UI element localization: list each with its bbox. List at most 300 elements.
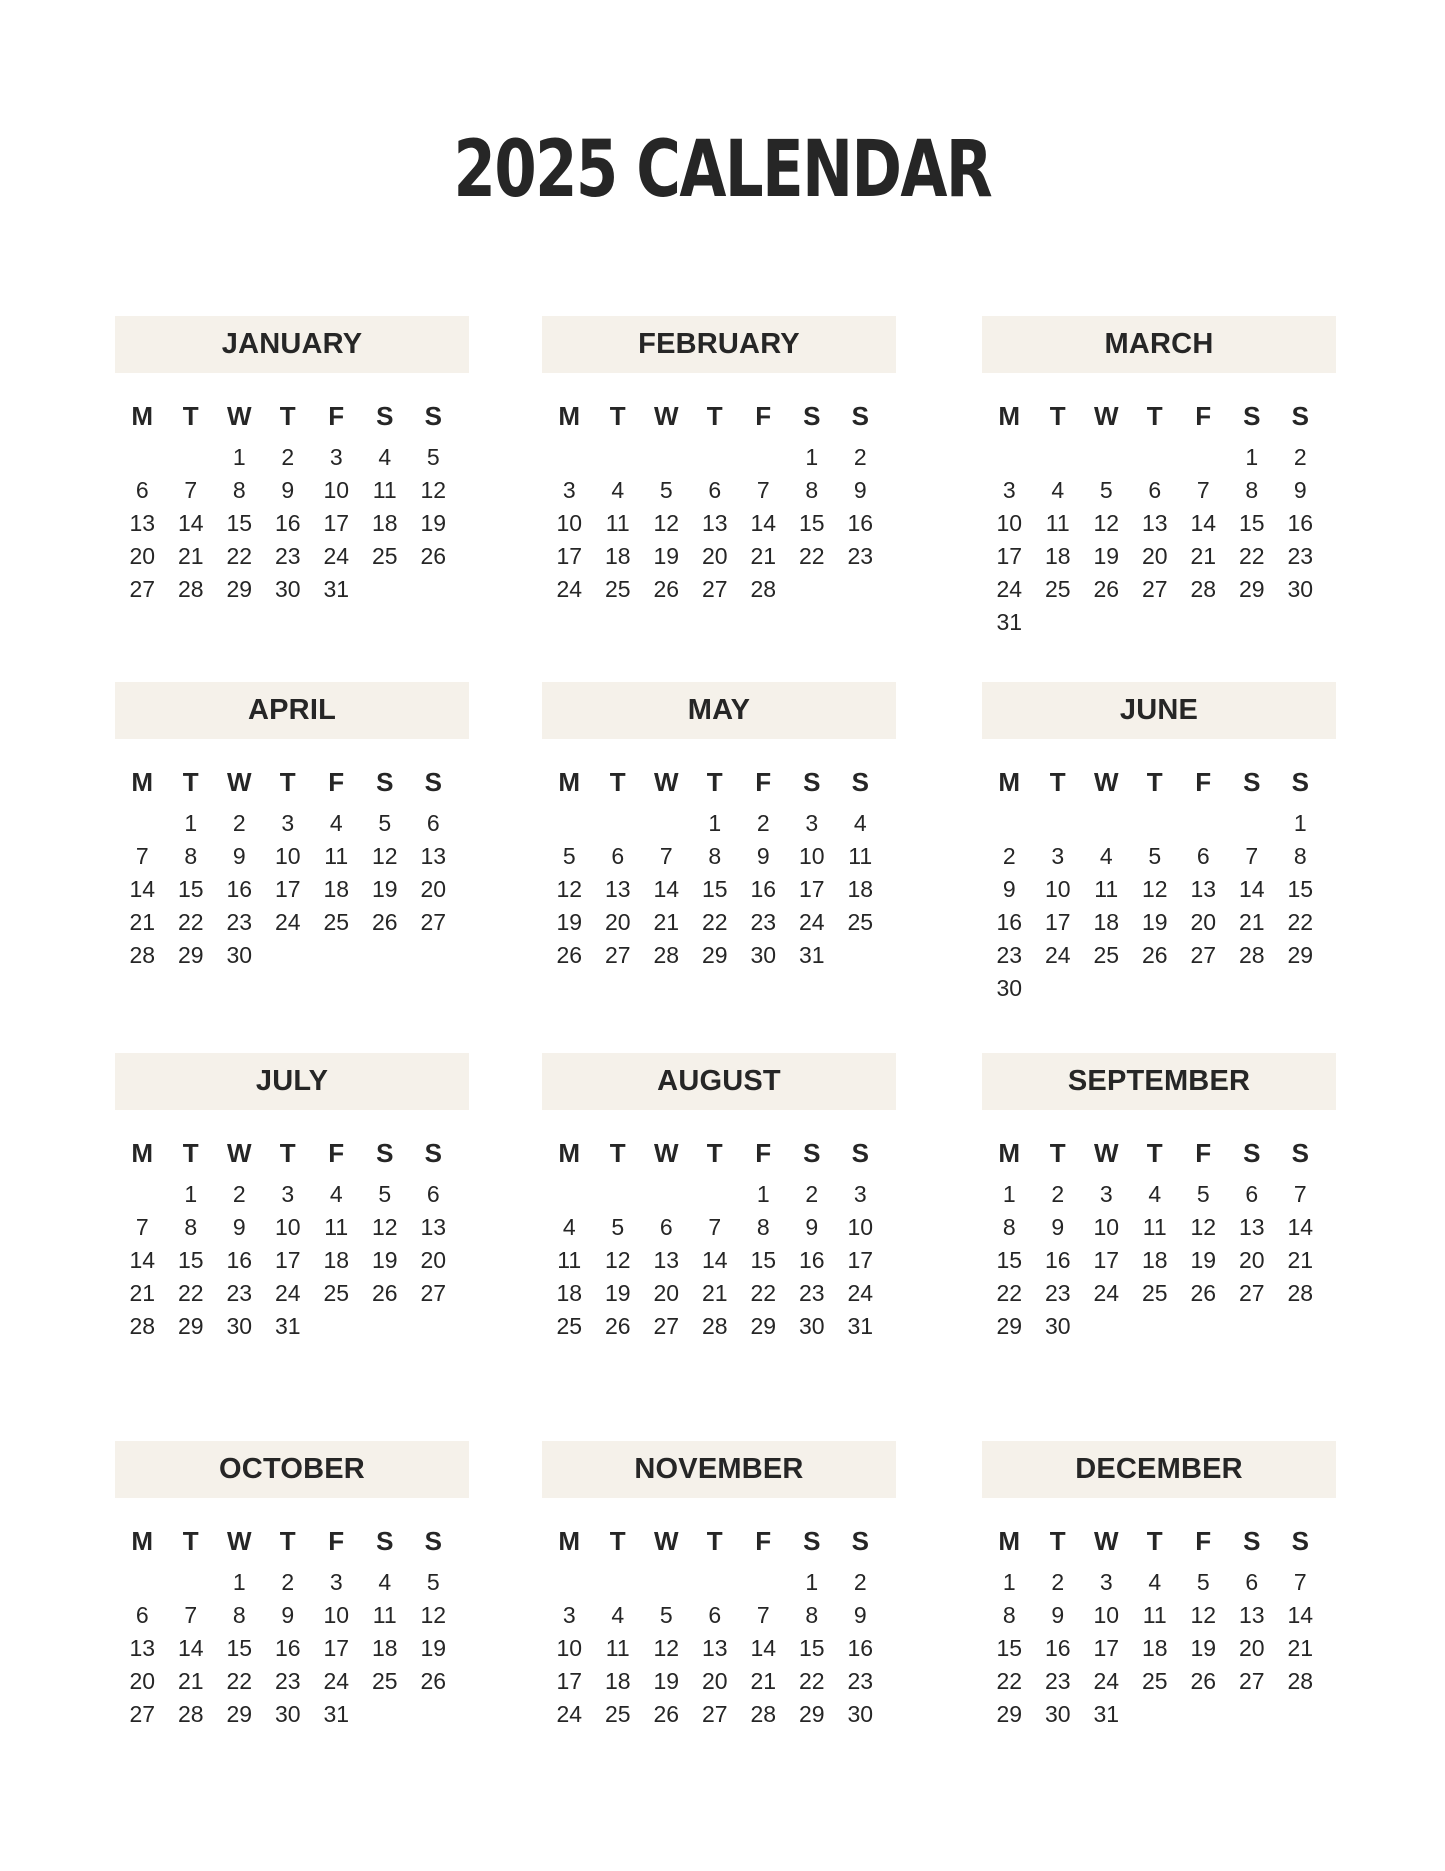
month-june <box>982 682 1336 1005</box>
day-cell: 6 <box>1196 843 1210 869</box>
weekday-label: S <box>424 767 442 797</box>
day-cell: 19 <box>371 876 398 902</box>
day-cell: 9 <box>853 477 867 503</box>
day-cell: 16 <box>1044 1247 1071 1273</box>
weekday-label: F <box>1195 401 1212 431</box>
day-cell: 16 <box>226 876 253 902</box>
weekday-label: F <box>328 401 345 431</box>
day-cell: 3 <box>281 810 295 836</box>
weekday-label: F <box>755 1526 772 1556</box>
day-cell: 5 <box>426 1569 440 1595</box>
day-cell: 5 <box>1148 843 1162 869</box>
weekday-label: W <box>1093 1138 1119 1168</box>
day-cell: 24 <box>1093 1668 1120 1694</box>
day-cell: 10 <box>1093 1214 1120 1240</box>
day-cell: 27 <box>420 909 447 935</box>
day-cell: 12 <box>420 477 447 503</box>
week-row <box>545 573 896 606</box>
weekday-label: F <box>755 1138 772 1168</box>
day-cell: 17 <box>323 510 350 536</box>
weekday-label: T <box>706 1138 723 1168</box>
day-cell: 5 <box>1196 1569 1210 1595</box>
day-cell: 31 <box>323 1701 350 1727</box>
weekday-label: T <box>279 767 296 797</box>
day-cell: 26 <box>420 1668 447 1694</box>
weekday-label: S <box>1291 767 1309 797</box>
day-cell: 5 <box>659 1602 673 1628</box>
day-cell: 25 <box>556 1313 583 1339</box>
day-cell: 19 <box>556 909 583 935</box>
day-cell: 28 <box>750 1701 777 1727</box>
day-cell: 19 <box>1190 1635 1217 1661</box>
day-cell: 23 <box>274 543 301 569</box>
weekday-row <box>985 757 1336 807</box>
day-cell: 12 <box>420 1602 447 1628</box>
week-row <box>985 1599 1336 1632</box>
week-row <box>985 1310 1336 1343</box>
weekday-label: F <box>328 1526 345 1556</box>
month-header: JULY <box>115 1053 469 1110</box>
day-cell: 5 <box>378 1181 392 1207</box>
week-row <box>545 939 896 972</box>
day-cell: 17 <box>323 1635 350 1661</box>
weekday-row <box>985 1516 1336 1566</box>
day-cell: 21 <box>129 909 156 935</box>
week-row <box>545 1211 896 1244</box>
month-header: NOVEMBER <box>542 1441 896 1498</box>
day-cell: 26 <box>604 1313 631 1339</box>
day-cell: 13 <box>1190 876 1217 902</box>
day-cell: 2 <box>805 1181 819 1207</box>
day-cell: 19 <box>420 1635 447 1661</box>
day-cell: 28 <box>129 1313 156 1339</box>
weekday-label: T <box>706 1526 723 1556</box>
day-cell: 6 <box>659 1214 673 1240</box>
day-cell: 18 <box>371 510 398 536</box>
day-cell: 19 <box>1141 909 1168 935</box>
day-cell: 13 <box>129 510 156 536</box>
day-cell: 8 <box>756 1214 770 1240</box>
day-cell: 30 <box>798 1313 825 1339</box>
week-row <box>985 1665 1336 1698</box>
day-cell: 22 <box>177 1280 204 1306</box>
day-cell: 29 <box>177 1313 204 1339</box>
weekday-label: T <box>279 1138 296 1168</box>
week-row <box>985 441 1336 474</box>
day-cell: 23 <box>1287 543 1314 569</box>
day-cell: 28 <box>653 942 680 968</box>
weekday-label: M <box>131 1138 154 1168</box>
day-cell: 10 <box>996 510 1023 536</box>
week-row <box>545 1632 896 1665</box>
weekday-label: F <box>755 401 772 431</box>
day-cell: 11 <box>848 843 873 869</box>
day-cell: 8 <box>708 843 722 869</box>
month-header: SEPTEMBER <box>982 1053 1336 1110</box>
weekday-label: T <box>182 1138 199 1168</box>
day-cell: 7 <box>184 1602 198 1628</box>
day-cell: 3 <box>1099 1569 1113 1595</box>
weekday-label: S <box>424 1138 442 1168</box>
day-cell: 10 <box>274 1214 301 1240</box>
month-header: JANUARY <box>115 316 469 373</box>
weekday-label: T <box>182 1526 199 1556</box>
weekday-label: S <box>424 401 442 431</box>
day-cell: 5 <box>611 1214 625 1240</box>
day-cell: 14 <box>129 1247 156 1273</box>
week-row <box>118 573 469 606</box>
empty-day-cell <box>691 441 740 474</box>
day-cell: 26 <box>653 1701 680 1727</box>
weekday-label: M <box>131 401 154 431</box>
day-cell: 19 <box>371 1247 398 1273</box>
day-cell: 20 <box>701 1668 728 1694</box>
day-cell: 1 <box>1245 444 1259 470</box>
day-cell: 13 <box>1238 1602 1265 1628</box>
day-cell: 31 <box>323 576 350 602</box>
week-row <box>118 1277 469 1310</box>
month-february <box>542 316 896 606</box>
day-cell: 31 <box>274 1313 301 1339</box>
day-cell: 11 <box>605 510 630 536</box>
weekday-label: T <box>1146 1526 1163 1556</box>
day-cell: 17 <box>556 1668 583 1694</box>
day-cell: 21 <box>653 909 680 935</box>
week-row <box>545 1277 896 1310</box>
day-cell: 5 <box>426 444 440 470</box>
day-cell: 15 <box>996 1247 1023 1273</box>
day-cell: 22 <box>701 909 728 935</box>
week-row <box>118 807 469 840</box>
empty-day-cell <box>167 441 216 474</box>
day-cell: 28 <box>129 942 156 968</box>
empty-day-cell <box>985 807 1034 840</box>
weekday-label: T <box>609 1526 626 1556</box>
week-row <box>118 441 469 474</box>
day-cell: 15 <box>1238 510 1265 536</box>
weekday-row <box>545 1128 896 1178</box>
week-row <box>118 1665 469 1698</box>
weekday-label: S <box>376 1138 394 1168</box>
day-cell: 27 <box>701 576 728 602</box>
empty-day-cell <box>739 441 788 474</box>
day-cell: 14 <box>750 510 777 536</box>
day-cell: 2 <box>1051 1181 1065 1207</box>
day-cell: 26 <box>420 543 447 569</box>
day-cell: 6 <box>135 477 149 503</box>
day-cell: 27 <box>129 576 156 602</box>
empty-day-cell <box>118 1178 167 1211</box>
day-cell: 14 <box>1238 876 1265 902</box>
empty-day-cell <box>1082 807 1131 840</box>
day-cell: 24 <box>798 909 825 935</box>
day-cell: 7 <box>708 1214 722 1240</box>
day-cell: 29 <box>226 576 253 602</box>
weekday-row <box>545 757 896 807</box>
page-title: 2025 CALENDAR <box>453 125 992 215</box>
day-cell: 6 <box>426 810 440 836</box>
day-cell: 13 <box>1238 1214 1265 1240</box>
weekday-label: M <box>998 1526 1021 1556</box>
day-cell: 22 <box>798 543 825 569</box>
day-cell: 9 <box>232 1214 246 1240</box>
month-header: JUNE <box>982 682 1336 739</box>
day-cell: 16 <box>274 1635 301 1661</box>
day-cell: 7 <box>756 1602 770 1628</box>
day-cell: 20 <box>1238 1247 1265 1273</box>
empty-day-cell <box>1179 807 1228 840</box>
weekday-label: S <box>376 767 394 797</box>
day-cell: 18 <box>323 1247 350 1273</box>
day-cell: 7 <box>135 843 149 869</box>
day-cell: 25 <box>323 1280 350 1306</box>
day-cell: 7 <box>659 843 673 869</box>
month-header: APRIL <box>115 682 469 739</box>
weekday-label: S <box>1243 401 1261 431</box>
weekday-label: M <box>558 767 581 797</box>
day-cell: 3 <box>281 1181 295 1207</box>
day-cell: 11 <box>372 477 397 503</box>
day-cell: 10 <box>323 477 350 503</box>
week-row <box>545 1599 896 1632</box>
week-row <box>545 1566 896 1599</box>
day-cell: 15 <box>226 1635 253 1661</box>
week-row <box>985 972 1336 1005</box>
day-cell: 11 <box>1142 1602 1167 1628</box>
day-cell: 2 <box>853 444 867 470</box>
day-cell: 31 <box>1093 1701 1120 1727</box>
weekday-label: S <box>424 1526 442 1556</box>
empty-day-cell <box>1082 441 1131 474</box>
weekday-label: S <box>1243 1526 1261 1556</box>
day-cell: 17 <box>274 1247 301 1273</box>
weekday-label: F <box>328 1138 345 1168</box>
day-cell: 11 <box>1142 1214 1167 1240</box>
weekday-label: W <box>226 401 252 431</box>
day-cell: 21 <box>750 1668 777 1694</box>
empty-day-cell <box>594 807 643 840</box>
weekday-row <box>545 391 896 441</box>
day-cell: 18 <box>323 876 350 902</box>
day-cell: 23 <box>996 942 1023 968</box>
day-cell: 5 <box>378 810 392 836</box>
day-cell: 18 <box>604 1668 631 1694</box>
day-cell: 8 <box>1002 1602 1016 1628</box>
day-cell: 25 <box>1141 1668 1168 1694</box>
day-cell: 29 <box>1238 576 1265 602</box>
day-cell: 8 <box>1293 843 1307 869</box>
month-header: DECEMBER <box>982 1441 1336 1498</box>
weekday-row <box>118 757 469 807</box>
day-cell: 23 <box>226 1280 253 1306</box>
day-cell: 25 <box>604 1701 631 1727</box>
week-row <box>985 507 1336 540</box>
week-row <box>985 1178 1336 1211</box>
day-cell: 29 <box>996 1313 1023 1339</box>
day-cell: 28 <box>1190 576 1217 602</box>
day-cell: 7 <box>1293 1569 1307 1595</box>
day-cell: 5 <box>1196 1181 1210 1207</box>
day-cell: 14 <box>1287 1602 1314 1628</box>
day-cell: 23 <box>847 543 874 569</box>
day-cell: 11 <box>372 1602 397 1628</box>
week-row <box>985 606 1336 639</box>
day-cell: 1 <box>1002 1569 1016 1595</box>
week-row <box>118 1632 469 1665</box>
weekday-label: T <box>1146 767 1163 797</box>
day-cell: 6 <box>135 1602 149 1628</box>
day-cell: 28 <box>177 1701 204 1727</box>
month-november <box>542 1441 896 1731</box>
day-cell: 18 <box>1093 909 1120 935</box>
weekday-label: T <box>1049 401 1066 431</box>
day-cell: 20 <box>653 1280 680 1306</box>
day-cell: 23 <box>798 1280 825 1306</box>
day-cell: 17 <box>996 543 1023 569</box>
day-cell: 23 <box>750 909 777 935</box>
weekday-label: S <box>1291 401 1309 431</box>
week-row <box>118 1599 469 1632</box>
day-cell: 1 <box>1293 810 1307 836</box>
empty-day-cell <box>642 1566 691 1599</box>
day-cell: 17 <box>847 1247 874 1273</box>
day-cell: 15 <box>798 1635 825 1661</box>
day-cell: 4 <box>1148 1181 1162 1207</box>
week-row <box>985 939 1336 972</box>
day-cell: 4 <box>329 810 343 836</box>
day-cell: 21 <box>1238 909 1265 935</box>
day-cell: 8 <box>805 1602 819 1628</box>
day-cell: 8 <box>232 477 246 503</box>
empty-day-cell <box>642 1178 691 1211</box>
weekday-label: F <box>1195 1138 1212 1168</box>
day-cell: 9 <box>756 843 770 869</box>
day-cell: 13 <box>701 1635 728 1661</box>
week-row <box>545 441 896 474</box>
day-cell: 2 <box>1051 1569 1065 1595</box>
day-cell: 26 <box>1190 1668 1217 1694</box>
day-cell: 24 <box>1093 1280 1120 1306</box>
day-cell: 15 <box>177 876 204 902</box>
day-cell: 24 <box>274 909 301 935</box>
day-cell: 24 <box>274 1280 301 1306</box>
day-cell: 28 <box>1287 1280 1314 1306</box>
month-may <box>542 682 896 972</box>
month-header: FEBRUARY <box>542 316 896 373</box>
day-cell: 8 <box>184 843 198 869</box>
day-cell: 16 <box>996 909 1023 935</box>
week-row <box>118 840 469 873</box>
day-cell: 8 <box>184 1214 198 1240</box>
day-cell: 28 <box>701 1313 728 1339</box>
week-row <box>118 474 469 507</box>
day-cell: 17 <box>798 876 825 902</box>
day-cell: 2 <box>1293 444 1307 470</box>
day-cell: 1 <box>184 1181 198 1207</box>
weekday-label: S <box>803 401 821 431</box>
day-cell: 4 <box>1051 477 1065 503</box>
day-cell: 15 <box>226 510 253 536</box>
day-cell: 13 <box>420 843 447 869</box>
day-cell: 26 <box>653 576 680 602</box>
week-row <box>118 1244 469 1277</box>
day-cell: 30 <box>1044 1701 1071 1727</box>
day-cell: 31 <box>996 609 1023 635</box>
weekday-label: M <box>131 1526 154 1556</box>
month-january <box>115 316 469 606</box>
day-cell: 28 <box>1287 1668 1314 1694</box>
weekday-label: F <box>1195 767 1212 797</box>
empty-day-cell <box>118 441 167 474</box>
weekday-label: M <box>998 1138 1021 1168</box>
day-cell: 10 <box>556 510 583 536</box>
day-cell: 19 <box>1190 1247 1217 1273</box>
week-row <box>545 507 896 540</box>
day-cell: 4 <box>329 1181 343 1207</box>
empty-day-cell <box>1034 807 1083 840</box>
day-cell: 14 <box>701 1247 728 1273</box>
weekday-label: S <box>803 1526 821 1556</box>
day-cell: 25 <box>371 543 398 569</box>
day-cell: 17 <box>556 543 583 569</box>
day-cell: 14 <box>129 876 156 902</box>
day-cell: 4 <box>611 1602 625 1628</box>
weekday-label: S <box>376 401 394 431</box>
day-cell: 9 <box>1002 876 1016 902</box>
week-row <box>545 906 896 939</box>
day-cell: 22 <box>996 1668 1023 1694</box>
day-cell: 23 <box>274 1668 301 1694</box>
day-cell: 26 <box>1093 576 1120 602</box>
day-cell: 1 <box>184 810 198 836</box>
week-row <box>545 840 896 873</box>
empty-day-cell <box>739 1566 788 1599</box>
day-cell: 13 <box>420 1214 447 1240</box>
week-row <box>118 906 469 939</box>
day-cell: 23 <box>847 1668 874 1694</box>
day-cell: 25 <box>371 1668 398 1694</box>
day-cell: 16 <box>1287 510 1314 536</box>
day-cell: 4 <box>378 444 392 470</box>
day-cell: 27 <box>653 1313 680 1339</box>
month-october <box>115 1441 469 1731</box>
day-cell: 22 <box>226 1668 253 1694</box>
day-cell: 25 <box>847 909 874 935</box>
empty-day-cell <box>594 441 643 474</box>
day-cell: 24 <box>323 1668 350 1694</box>
day-cell: 30 <box>226 942 253 968</box>
day-cell: 4 <box>1148 1569 1162 1595</box>
day-cell: 15 <box>701 876 728 902</box>
empty-day-cell <box>1131 807 1180 840</box>
day-cell: 4 <box>611 477 625 503</box>
day-cell: 18 <box>1141 1635 1168 1661</box>
day-cell: 2 <box>232 810 246 836</box>
day-cell: 1 <box>805 1569 819 1595</box>
weekday-label: S <box>803 1138 821 1168</box>
day-cell: 11 <box>605 1635 630 1661</box>
empty-day-cell <box>642 807 691 840</box>
week-row <box>985 873 1336 906</box>
day-cell: 30 <box>274 576 301 602</box>
day-cell: 10 <box>1093 1602 1120 1628</box>
day-cell: 2 <box>232 1181 246 1207</box>
day-cell: 14 <box>750 1635 777 1661</box>
month-july <box>115 1053 469 1343</box>
day-cell: 17 <box>1044 909 1071 935</box>
day-cell: 8 <box>1002 1214 1016 1240</box>
day-cell: 16 <box>274 510 301 536</box>
